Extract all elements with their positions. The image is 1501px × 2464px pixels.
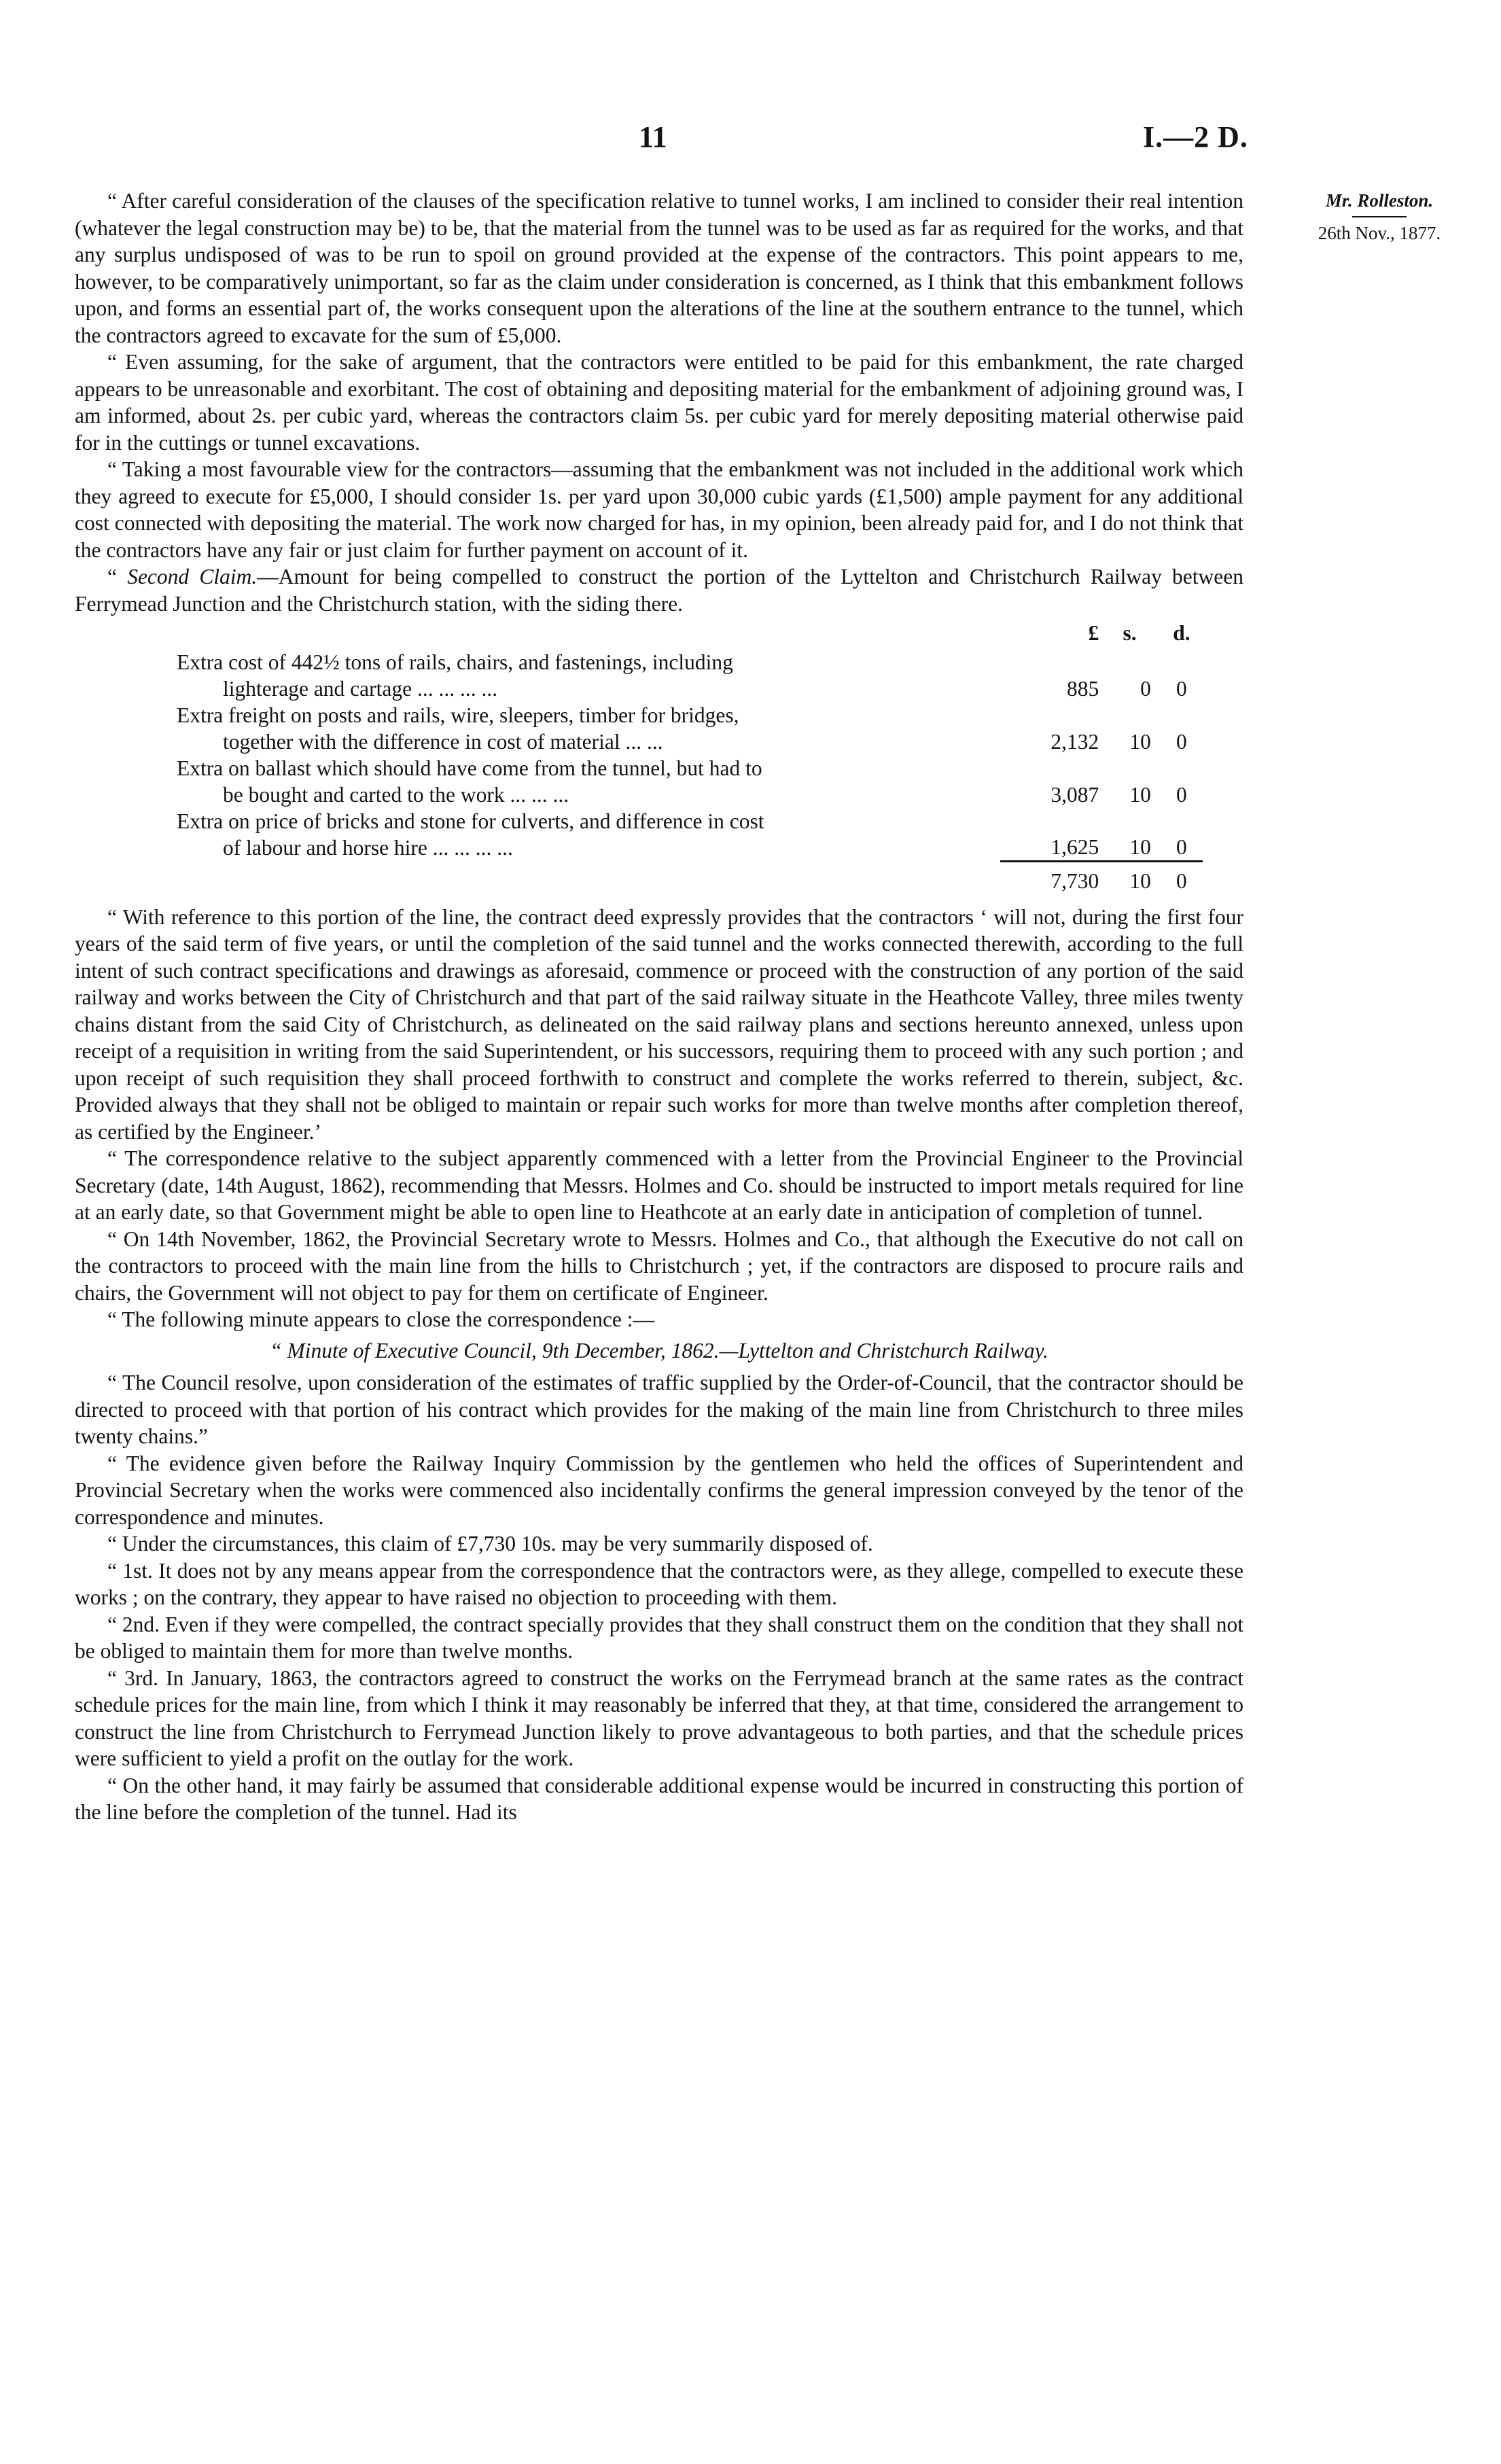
paragraph: “ On the other hand, it may fairly be assumed that considerable additional expense would be incurred in constructing this portion of the line before the completion of the tunnel. Had its [75,1773,1243,1824]
header-shillings: s. [1123,621,1137,645]
paragraph-second-claim: “ Second Claim.—Amount for being compelled to construct the portion of the Lyttelton and Christchurch Railway between Ferrymead Junction and the Christchurch station, with the siding there. [75,565,1243,616]
total-shillings: 10 [1108,861,1161,894]
row-description-cont: lighterage and cartage ... ... ... ... [223,677,498,701]
table-total-row [177,861,1203,894]
table-row [177,808,1203,861]
paragraph: “ Even assuming, for the sake of argument, that the contractors were entitled to be paid for this embankment, the rate charged appears to be unreasonable and exorbitant. The cost of obtaining and depositing material for the embankment of adjoining ground was, I am informed, about 2s. per cubic yard, whereas the contractors claim 5s. per cubic yard for merely depositing material otherwise paid for in the cuttings or tunnel excavations. [75,350,1243,455]
table-row [177,649,1203,702]
paragraph: “ 2nd. Even if they were compelled, the contract specially provides that they shall construct them on the condition that they shall not be obliged to maintain them for more than twelve months. [75,1612,1243,1663]
paper-reference: I.—2 D. [1143,120,1248,154]
paragraph: “ Taking a most favourable view for the contractors—assuming that the embankment was not included in the additional work which they agreed to execute for £5,000, I should consider 1s. per yard upon 30,000 cubic yards (£1,500) ample payment for any additional cost connected with depositing the material. The work now charged for has, in my opinion, been already paid for, and I do not think that the contractors have any fair or just claim for further payment on account of it. [75,457,1243,562]
paragraph: “ After careful consideration of the clauses of the specification relative to tunnel works, I am inclined to consider their real intention (whatever the legal construction may be) to be, that the material from the tunnel was to be used as far as required for the works, and that any surplus undisposed of was to be run to spoil on ground provided at the expense of the contractors. This point appears to me, however, to be comparatively unimportant, so far as the claim under consideration is concerned, as I think that this embankment follows upon, and forms an essential part of, the works consequent upon the alterations of the line at the southern entrance to the tunnel, which the contractors agreed to excavate for the sum of £5,000. [75,189,1243,347]
header-pounds: £ [1088,621,1099,645]
margin-date: 26th Nov., 1877. [1318,223,1441,243]
claim-text: —Amount for being compelled to construct the portion of the Lyttelton and Christchurch Railway between Ferrymead Junction and the Christchurch station, with the siding there. [75,565,1243,616]
row-description: Extra cost of 442½ tons of rails, chairs, and fastenings, including [177,650,733,674]
row-description: Extra freight on posts and rails, wire, sleepers, timber for bridges, [177,703,739,727]
margin-speaker: Mr. Rolleston. [1325,190,1434,211]
row-shillings: 0 [1140,677,1151,701]
claims-table [177,620,1203,894]
row-description-cont: of labour and horse hire ... ... ... ... [223,836,513,860]
row-pence: 0 [1176,677,1187,701]
row-shillings: 10 [1129,834,1151,859]
row-pence: 0 [1176,783,1187,807]
paragraph: “ With reference to this portion of the line, the contract deed expressly provides that the contractors ‘ will not, during the first four years of the said term of five years, or until the completion of the said tunnel and the works connected therewith, according to the full intent of such contract specifications and drawings as aforesaid, commence or proceed with the construction of any portion of the said railway and works between the City of Christchurch and that part of the said railway situate in the Heathcote Valley, three miles twenty chains distant from the said City of Christchurch, as delineated on the said railway plans and sections hereunto annexed, unless upon receipt of a requisition in writing from the said Superintendent, or his successors, requiring them to proceed with any such portion ; and upon receipt of such requisition they shall proceed forthwith to construct and complete the works referred to therein, subject, &c. Provided always that they shall not be obliged to maintain or repair such works for more than twelve months after completion thereof, as certified by the Engineer.’ [75,904,1243,1144]
total-pounds: 7,730 [1000,861,1108,894]
row-shillings: 10 [1129,730,1151,754]
paragraph: “ On 14th November, 1862, the Provincial Secretary wrote to Messrs. Holmes and Co., that although the Executive do not call on the contractors to proceed with the main line from the hills to Christchurch ; yet, if the contractors are disposed to procure rails and chairs, the Government will not object to pay for them on certificate of Engineer. [75,1227,1243,1305]
row-pounds: 885 [1066,677,1099,701]
row-pence: 0 [1176,834,1187,859]
page-number: 11 [639,120,667,154]
margin-divider [1352,216,1407,217]
margin-note [1277,188,1481,246]
document-body [75,188,1243,1826]
page-header [0,120,1501,160]
claims-table-header [177,620,1203,649]
paragraph: “ Under the circumstances, this claim of £7,730 10s. may be very summarily disposed of. [107,1532,873,1555]
minute-heading: “ Minute of Executive Council, 9th December, 1862.—Lyttelton and Christchurch Railway. [270,1338,1048,1362]
row-description-cont: together with the difference in cost of material ... ... [223,730,663,754]
claim-label: Second Claim. [127,565,258,588]
total-pence: 0 [1161,861,1203,894]
row-pounds: 2,132 [1050,730,1099,754]
paragraph: “ The evidence given before the Railway Inquiry Commission by the gentlemen who held the offices of Superintendent and Provincial Secretary when the works were commenced also incidentally confirms the general impression conveyed by the tenor of the correspondence and minutes. [75,1451,1243,1529]
row-shillings: 10 [1129,783,1151,807]
paragraph: “ The Council resolve, upon consideration of the estimates of traffic supplied by the Order-of-Council, that the contractor should be directed to proceed with that portion of his contract which provides for the making of the main line from Christchurch to three miles twenty chains.” [75,1371,1243,1448]
row-description-cont: be bought and carted to the work ... ... ... [223,783,569,807]
row-description: Extra on price of bricks and stone for culverts, and difference in cost [177,809,764,833]
header-pence: d. [1173,621,1190,645]
row-pounds: 3,087 [1050,783,1099,807]
paragraph: “ 1st. It does not by any means appear from the correspondence that the contractors were, as they allege, compelled to execute these works ; on the contrary, they appear to have raised no objection to proceeding with them. [75,1558,1243,1609]
paragraph: “ 3rd. In January, 1863, the contractors agreed to construct the works on the Ferrymead branch at the same rates as the contract schedule prices for the main line, from which I think it may reasonably be inferred that they, at that time, considered the arrangement to construct the line from Christchurch to Ferrymead Junction likely to prove advantageous to both parties, and that the schedule prices were sufficient to yield a profit on the outlay for the work. [75,1666,1243,1770]
row-pounds: 1,625 [1050,834,1099,859]
row-description: Extra on ballast which should have come from the tunnel, but had to [177,756,762,780]
table-row [177,755,1203,808]
paragraph: “ The correspondence relative to the subject apparently commenced with a letter from the Provincial Engineer to the Provincial Secretary (date, 14th August, 1862), recommending that Messrs. Holmes and Co. should be instructed to import metals required for line at an early date, so that Government might be able to open line to Heathcote at an early date in anticipation of completion of tunnel. [75,1146,1243,1224]
paragraph: “ The following minute appears to close the correspondence :— [107,1307,655,1331]
row-pence: 0 [1176,730,1187,754]
table-row [177,702,1203,755]
